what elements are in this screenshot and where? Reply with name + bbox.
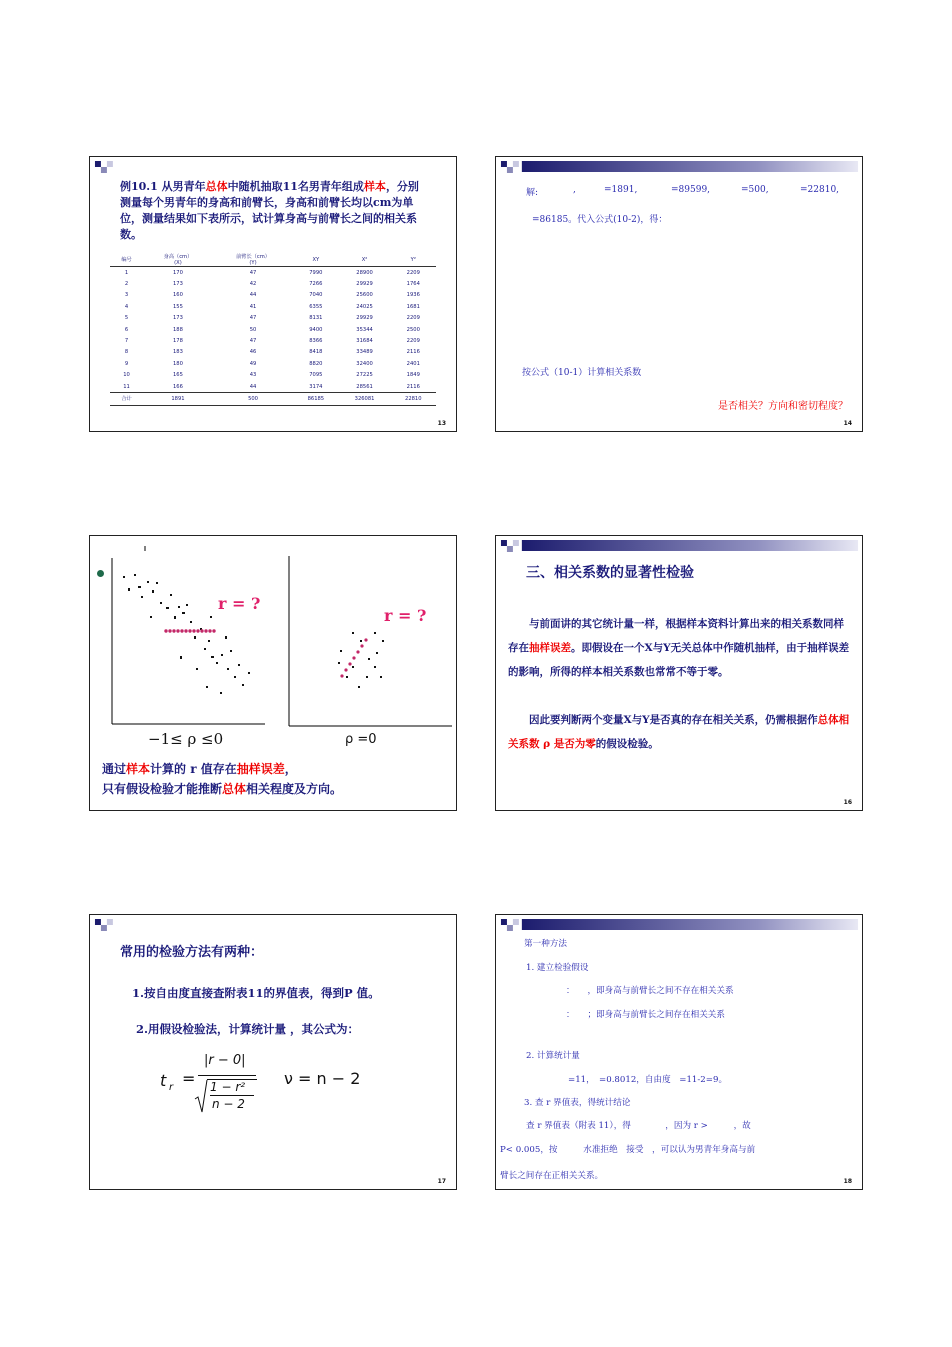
- method-2: 2.用假设检验法，计算统计量 ，其公式为：: [136, 1022, 360, 1036]
- table-cell: 6355: [309, 303, 323, 310]
- table-cell: 24025: [356, 303, 373, 310]
- slide-18: [495, 914, 863, 1190]
- table-total-cell: 1891: [171, 395, 185, 402]
- table-row: [110, 267, 436, 279]
- explanation-line-2: 只有假设检验才能推断总体相关程度及方向。: [102, 782, 343, 796]
- slide-13: [89, 156, 457, 432]
- table-cell: 28900: [356, 269, 373, 276]
- table-header-cell: Y²: [410, 256, 416, 263]
- table-cell: 166: [173, 383, 183, 390]
- slide-header-decoration: [90, 915, 456, 939]
- text-line: 第一种方法: [524, 939, 567, 949]
- table-cell: 1681: [406, 303, 420, 310]
- table-cell: 11: [123, 383, 130, 390]
- table-cell: 2209: [406, 338, 420, 345]
- solution-line-2: =86185。代入公式(10-2)，得：: [532, 215, 668, 225]
- table-cell: 43: [249, 372, 257, 379]
- table-total-cell: 22810: [405, 395, 422, 402]
- table-cell: 47: [249, 338, 257, 345]
- table-row: [110, 290, 436, 301]
- table-row: [110, 381, 436, 393]
- table-cell: 8131: [309, 315, 323, 322]
- table-cell: 5: [124, 315, 129, 322]
- table-row: [110, 301, 436, 312]
- table-cell: 165: [173, 372, 183, 379]
- page-number: 13: [437, 420, 446, 427]
- table-cell: 8: [124, 349, 129, 356]
- table-cell: 29929: [356, 315, 373, 322]
- r-label-right: r = ?: [384, 606, 427, 625]
- table-row: [110, 358, 436, 369]
- table-header-cell: X²: [361, 256, 368, 263]
- text-line: ： ，即身高与前臂长之间不存在相关关系: [566, 986, 734, 996]
- text-line: 3. 查 r 界值表，得统计结论: [524, 1098, 631, 1108]
- table-cell: 44: [249, 383, 257, 390]
- table-cell: 180: [173, 360, 183, 367]
- table-cell: 9400: [309, 326, 323, 333]
- table-cell: 2116: [406, 383, 420, 390]
- table-cell: 4: [124, 303, 129, 310]
- question-text: 是否相关？方向和密切程度？: [718, 401, 848, 412]
- r-label-left: r = ?: [218, 594, 261, 613]
- page-number: 14: [843, 420, 852, 427]
- table-cell: 188: [173, 326, 183, 333]
- text-line: 查 r 界值表（附表 11），得 ，因为 r > ，故: [526, 1121, 751, 1131]
- table-cell: 2209: [406, 315, 420, 322]
- table-header-cell: 前臂长（cm） (Y): [236, 254, 270, 266]
- text-line: =11， =0.8012，自由度 =11-2=9。: [568, 1075, 728, 1085]
- table-row: [110, 278, 436, 289]
- table-cell: 41: [249, 303, 257, 310]
- table-cell: 183: [173, 349, 183, 356]
- explanation-line-1: 通过样本计算的 r 值存在抽样误差，: [102, 762, 297, 776]
- table-cell: 3174: [309, 383, 323, 390]
- table-cell: 44: [249, 292, 257, 299]
- table-cell: 49: [249, 360, 257, 367]
- table-cell: 2401: [406, 360, 420, 367]
- table-cell: 1936: [406, 292, 420, 299]
- table-cell: 178: [173, 338, 183, 345]
- data-table: [110, 253, 436, 406]
- table-cell: 2116: [406, 349, 420, 356]
- example-title: 例10.1 从男青年总体中随机抽取11名男青年组成样本，分别测量每个男青年的身高和前臂长，身高和前臂长均以cm为单位，测量结果如下表所示，试计算身高与前臂长之间的相关系数。: [120, 180, 419, 241]
- method-text: [496, 915, 862, 1189]
- slide-15: [89, 535, 457, 811]
- table-row: [110, 324, 436, 335]
- page-number: 16: [843, 799, 852, 806]
- table-row: [110, 313, 436, 324]
- table-cell: 8418: [309, 349, 323, 356]
- table-cell: 2: [124, 281, 129, 288]
- table-total-cell: 合计: [121, 396, 132, 403]
- paragraph-2: 因此要判断两个变量X与Y是否真的存在相关关系，仍需根据作总体相关系数 ρ 是否为零的假设检验。: [508, 714, 850, 750]
- table-cell: 50: [249, 326, 257, 333]
- table-cell: 160: [173, 292, 183, 299]
- table-cell: 47: [249, 269, 257, 276]
- caption-right: ρ =0: [345, 732, 377, 747]
- slide-header-decoration: [496, 536, 862, 560]
- table-cell: 7266: [309, 281, 323, 288]
- table-cell: 155: [173, 303, 183, 310]
- table-total-cell: 86185: [307, 395, 325, 402]
- table-total-cell: 500: [248, 395, 258, 402]
- paragraph-1: 与前面讲的其它统计量一样，根据样本资料计算出来的相关系数同样存在抽样误差。即假设在一个X与Y无关总体中作随机抽样，由于抽样误差的影响，所得的样本相关系数也常常不等于零。: [508, 618, 850, 678]
- slide-header-decoration: [496, 157, 862, 181]
- table-header-cell: XY: [312, 256, 320, 263]
- table-cell: 3: [124, 292, 129, 299]
- table-cell: 1: [124, 269, 129, 276]
- text-line: 臂长之间存在正相关关系。: [500, 1171, 604, 1181]
- table-row: [110, 335, 436, 346]
- table-cell: 7990: [309, 269, 323, 276]
- table-header-cell: 编号: [121, 257, 132, 263]
- text-line: 1. 建立检验假设: [526, 963, 589, 973]
- solution-line-1: 解: , =1891, =89599, =500, =22810,: [526, 185, 840, 198]
- section-heading: 三、相关系数的显著性检验: [526, 565, 694, 581]
- table-header-cell: 身高（cm） (X): [163, 254, 193, 266]
- table-cell: 8820: [309, 360, 323, 367]
- table-cell: 173: [173, 281, 183, 288]
- table-cell: 170: [173, 269, 183, 276]
- text-line: P< 0.005，按 水准拒绝 接受 ，可以认为男青年身高与前: [500, 1145, 756, 1155]
- table-cell: 33489: [356, 349, 373, 356]
- slide-17: [89, 914, 457, 1190]
- slide-16: [495, 535, 863, 811]
- table-cell: 2209: [406, 269, 420, 276]
- caption-left: −1≤ ρ ≤0: [148, 730, 224, 748]
- method-1: 1.按自由度直接查附表11的界值表，得到P 值。: [132, 986, 380, 1000]
- table-cell: 7040: [309, 292, 323, 299]
- table-cell: 6: [124, 326, 129, 333]
- table-cell: 1764: [406, 281, 420, 288]
- table-cell: 173: [173, 315, 183, 322]
- table-cell: 9: [124, 360, 129, 367]
- table-cell: 8366: [309, 338, 323, 345]
- page-number: 18: [843, 1178, 852, 1185]
- table-cell: 1849: [406, 372, 420, 379]
- scatter-illustration: [90, 536, 456, 736]
- table-cell: 35344: [356, 326, 373, 333]
- table-cell: 42: [249, 281, 257, 288]
- table-cell: 32400: [356, 360, 373, 367]
- section-heading: 常用的检验方法有两种：: [120, 945, 264, 960]
- table-cell: 47: [249, 315, 257, 322]
- table-cell: 25600: [356, 292, 373, 299]
- slide-header-decoration: [90, 157, 456, 181]
- text-line: 2. 计算统计量: [526, 1051, 580, 1061]
- table-cell: 31684: [356, 338, 373, 345]
- page-number: 17: [437, 1178, 446, 1185]
- table-cell: 2500: [406, 326, 420, 333]
- table-cell: 29929: [356, 281, 373, 288]
- text-line: ： ；即身高与前臂长之间存在相关关系: [566, 1010, 725, 1020]
- table-cell: 10: [123, 372, 130, 379]
- table-cell: 7095: [309, 372, 323, 379]
- table-cell: 27225: [356, 372, 373, 379]
- table-row: [110, 347, 436, 358]
- solution-line-3: 按公式（10-1）计算相关系数: [522, 368, 642, 378]
- table-total-cell: 326081: [354, 395, 375, 402]
- table-cell: 46: [249, 349, 257, 356]
- table-row: [110, 370, 436, 381]
- table-cell: 28561: [356, 383, 373, 390]
- formula: t r = |r − 0| 1 − r² n − 2 ν = n − 2: [160, 1053, 361, 1111]
- table-cell: 7: [124, 338, 129, 345]
- slide-14: [495, 156, 863, 432]
